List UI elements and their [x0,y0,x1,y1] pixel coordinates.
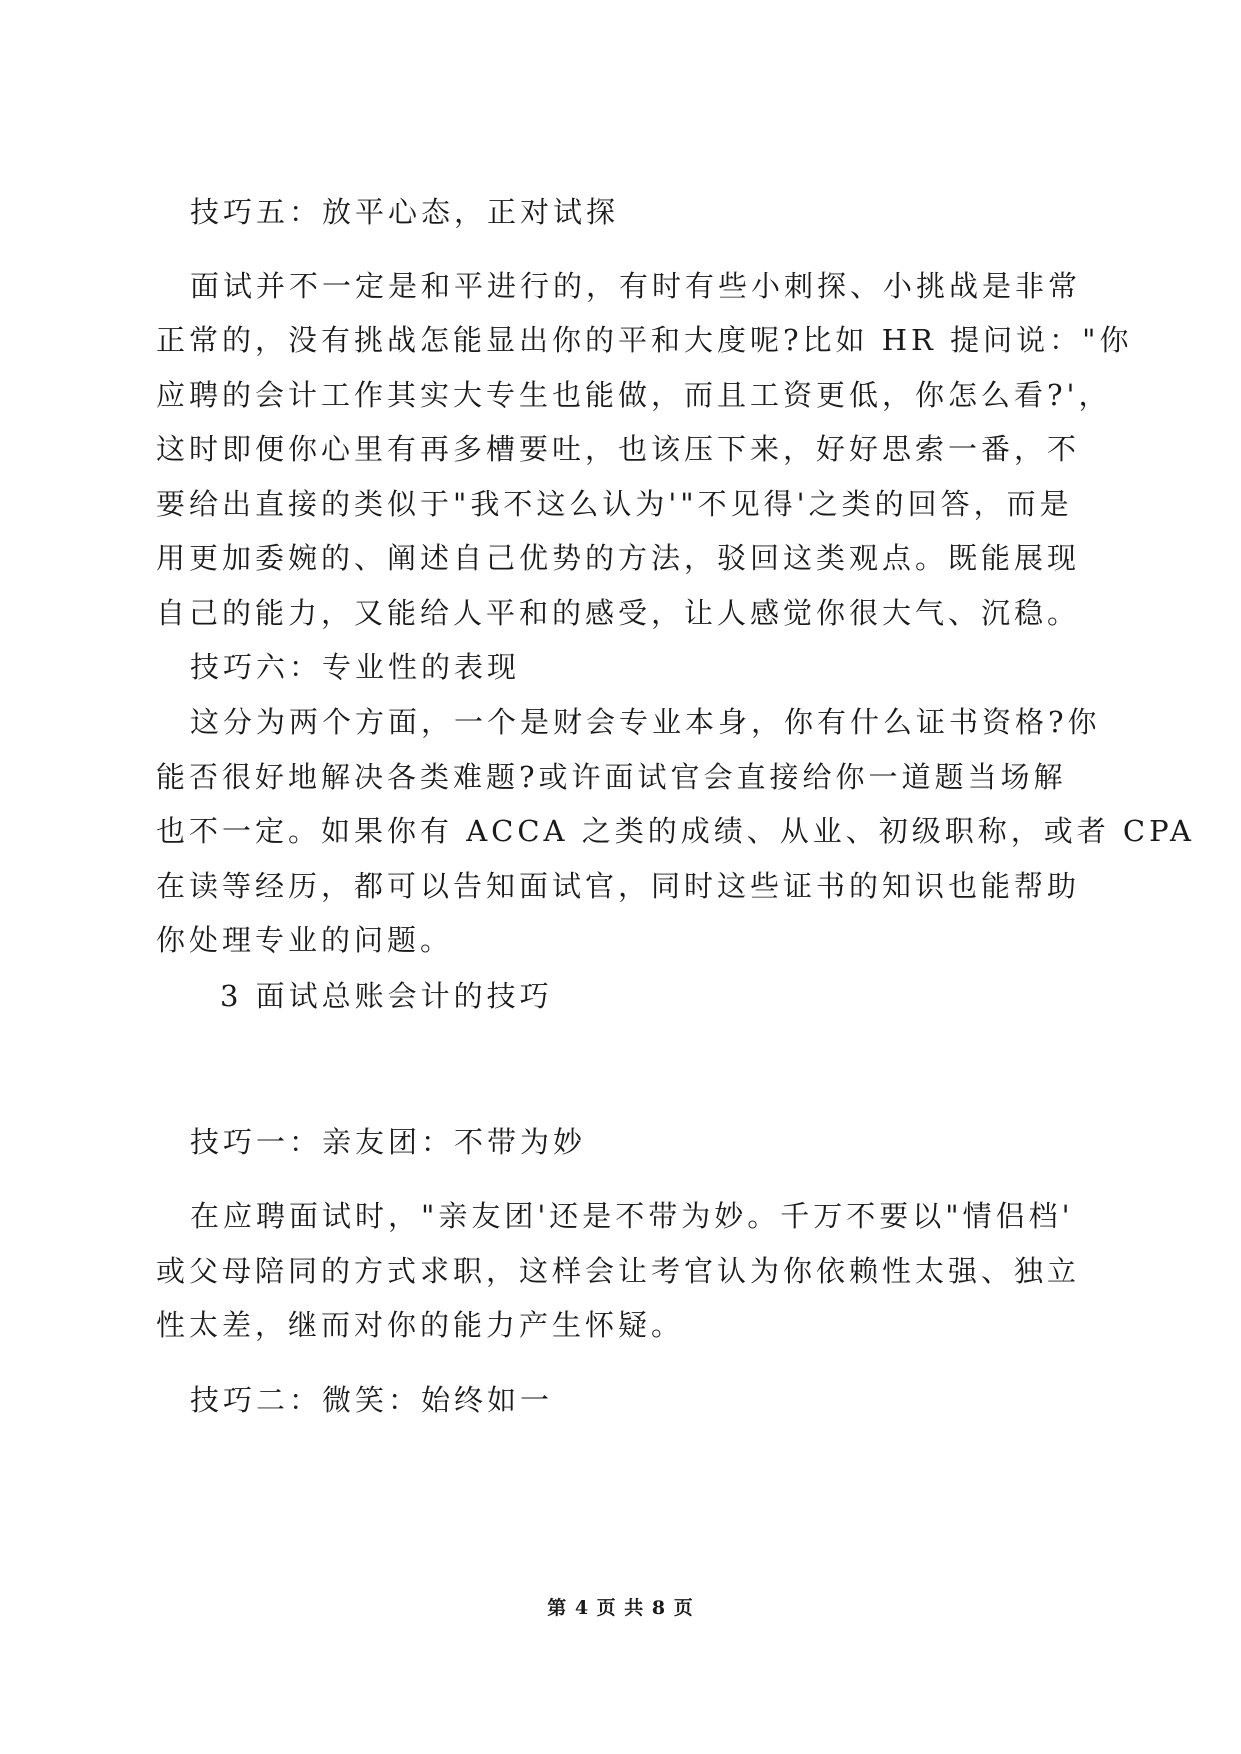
paragraph-line: 要给出直接的类似于"我不这么认为'"不见得'之类的回答，而是 [156,487,1073,521]
paragraph-line: 也不一定。如果你有 ACCA 之类的成绩、从业、初级职称，或者 CPA [156,814,1195,848]
paragraph-line: 性太差，继而对你的能力产生怀疑。 [156,1308,685,1342]
paragraph-line: 面试并不一定是和平进行的，有时有些小刺探、小挑战是非常 [190,269,1082,303]
paragraph-line: 在应聘面试时，"亲友团'还是不带为妙。千万不要以"情侣档' [190,1199,1074,1233]
paragraph-line: 这时即便你心里有再多槽要吐，也该压下来，好好思索一番，不 [156,432,1081,466]
page-number-footer: 第 4 页 共 8 页 [547,1597,694,1619]
heading-tip-6: 技巧六：专业性的表现 [190,650,521,684]
paragraph-line: 自己的能力，又能给人平和的感受，让人感觉你很大气、沉稳。 [156,596,1081,630]
paragraph-line: 应聘的会计工作其实大专生也能做，而且工资更低，你怎么看?'， [156,378,1112,412]
section-heading: 3 面试总账会计的技巧 [220,979,553,1013]
paragraph-line: 在读等经历，都可以告知面试官，同时这些证书的知识也能帮助 [156,869,1081,903]
paragraph-line: 正常的，没有挑战怎能显出你的平和大度呢?比如 HR 提问说："你 [156,323,1133,357]
paragraph-line: 这分为两个方面，一个是财会专业本身，你有什么证书资格?你 [190,705,1101,739]
heading-tip-1: 技巧一：亲友团：不带为妙 [190,1125,587,1159]
paragraph-line: 能否很好地解决各类难题?或许面试官会直接给你一道题当场解 [156,760,1067,794]
heading-tip-5: 技巧五：放平心态，正对试探 [190,195,620,229]
paragraph-line: 用更加委婉的、阐述自己优势的方法，驳回这类观点。既能展现 [156,541,1081,575]
paragraph-line: 或父母陪同的方式求职，这样会让考官认为你依赖性太强、独立 [156,1254,1081,1288]
paragraph-line: 你处理专业的问题。 [156,923,454,957]
heading-tip-2: 技巧二：微笑：始终如一 [190,1383,554,1417]
